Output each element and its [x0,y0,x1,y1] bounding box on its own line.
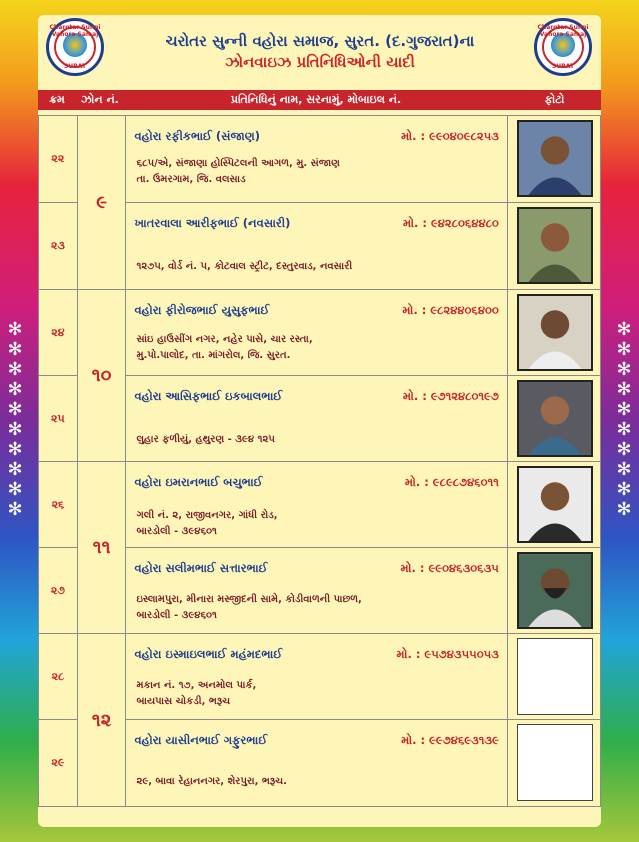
member-photo [517,294,593,371]
member-mobile: મો. : ૯૯૦૪૬૩૦૬૩૫ [400,561,499,575]
photo-cell [507,548,600,634]
details-cell [126,376,507,462]
details-cell [126,548,507,634]
serial-cell: ૨૪ [39,290,78,376]
details-cell [126,290,507,376]
serial-cell: ૨૭ [39,548,78,634]
member-address: ૬૮૫/એ, સંજાણા હોસ્પિટલની આગળ, મુ. સંજાણ [136,158,340,169]
logo-text-bottom: SURAT [551,63,575,70]
member-address: લુહાર ફળીયું, હથુરણ - ૩૯૪ ૧૨૫ [136,434,275,445]
col-serial: ક્રમ [49,93,65,106]
member-name: વહોરા યાસીનભાઈ ગફુરભાઈ [134,733,268,747]
logo-text-top: Charotar Sunni Vahora Samaj [537,24,589,38]
member-address: ૨૯, બાવા રેહાનનગર, શેરપુરા, ભરૂચ. [136,776,287,787]
member-name: વહોરા રફીકભાઈ (સંજાણ) [134,129,260,143]
member-address: ગલી નં. ૨, રાજીવનગર, ગાંધી રોડ, [136,510,278,521]
details-cell [126,720,507,807]
col-zone: ઝોન નં. [81,93,119,106]
representatives-table [38,115,601,807]
member-mobile: મો. : ૯૭૧૨૪૮૦૧૯૭ [402,389,499,403]
page-subtitle: ઝોનવાઇઝ પ્રતિનિધિઓની યાદી [225,53,415,71]
member-mobile: મો. : ૯૯૭૪૬૯૩૧૩૯ [401,733,499,747]
table-row [39,462,601,548]
member-mobile: મો. : ૯૫૭૪૩૫૫૦૫૩ [396,647,499,661]
member-address: મુ.પો.પાલોદ, તા. માંગરોલ, જિ. સુરત. [136,350,291,361]
photo-cell [507,290,600,376]
serial-cell: ૨૬ [39,462,78,548]
member-name: ખાતરવાલા આરીફભાઈ (નવસારી) [134,216,291,230]
member-mobile: મો. : ૯૮૯૮૭૪૬૦૧૧ [404,475,499,489]
member-address: બારડોલી - ૩૯૪૬૦૧ [136,610,217,621]
member-address: તા. ઉમરગામ, જિ. વલસાડ [136,174,246,185]
details-cell [126,203,507,290]
zone-cell: ૯ [77,116,126,290]
left-star-border: ✻ ✻ ✻ ✻ ✻ ✻ ✻ ✻ ✻ ✻ [7,319,23,520]
table-row [39,634,601,720]
logo-text-bottom: SURAT [63,63,87,70]
member-name: વહોરા સલીમભાઈ સત્તારભાઈ [134,561,268,575]
right-logo [534,18,592,76]
member-mobile: મો. : ૯૮૨૪૪૦૬૪૦૦ [402,303,499,317]
serial-cell: ૨૨ [39,116,78,203]
member-address: બારડોલી - ૩૯૪૬૦૧ [136,526,217,537]
col-photo: ફોટો [544,93,565,106]
member-mobile: મો. : ૯૪૨૮૦૬૪૪૮૦ [402,216,499,230]
member-photo [517,552,593,629]
photo-cell [507,634,600,720]
page-title: ચરોતર સુન્ની વહોરા સમાજ, સુરત. (દ.ગુજરાત)ના [165,32,475,50]
table-row [39,116,601,203]
photo-cell [507,720,600,807]
logo-text-top: Charotar Sunni Vahora Samaj [49,24,101,38]
right-star-border: ✻ ✻ ✻ ✻ ✻ ✻ ✻ ✻ ✻ ✻ [616,319,632,520]
member-name: વહોરા આસિફભાઈ ઇકબાલભાઈ [134,389,283,403]
photo-cell [507,376,600,462]
photo-cell [507,116,600,203]
member-address: મકાન નં. ૧૭, અનમોલ પાર્ક, [136,680,257,691]
member-address: બાયપાસ ચોકડી, ભરૂચ [136,696,231,707]
zone-cell: ૧૨ [77,634,126,807]
photo-placeholder [517,724,593,801]
col-details: પ્રતિનિધિનું નામ, સરનામું, મોબાઇલ નં. [230,93,402,106]
table-row [39,290,601,376]
photo-cell [507,462,600,548]
zone-cell: ૧૦ [77,290,126,462]
member-address: ઇસ્લામપુરા, મીનારા મસ્જીદની સામે, કોડીવાળની પાછળ, [136,594,362,605]
serial-cell: ૨૩ [39,203,78,290]
member-photo [517,466,593,543]
serial-cell: ૨૫ [39,376,78,462]
member-mobile: મો. : ૯૯૦૪૦૯૮૨૫૩ [401,129,499,143]
photo-cell [507,203,600,290]
details-cell [126,634,507,720]
photo-placeholder [517,638,593,715]
member-photo [517,380,593,457]
member-name: વહોરા ઇમરાનભાઈ બચુભાઈ [134,475,263,489]
details-cell [126,116,507,203]
member-photo [517,120,593,197]
member-address: સાંઇ હાઉસીંગ નગર, નહેર પાસે, ચાર રસ્તા, [136,334,313,345]
member-photo [517,207,593,284]
member-address: ૧૨૭૫, વોર્ડ નં. ૫, કોટવાલ સ્ટ્રીટ, દસ્તુરવાડ, નવસારી [136,261,353,272]
details-cell [126,462,507,548]
member-name: વહોરા ઇસ્માઇલભાઈ મહંમદભાઈ [134,647,283,661]
serial-cell: ૨૮ [39,634,78,720]
zone-cell: ૧૧ [77,462,126,634]
column-header-bar [38,90,601,110]
serial-cell: ૨૯ [39,720,78,807]
left-logo [46,18,104,76]
member-name: વહોરા ફીરોજભાઈ યુસુફભાઈ [134,303,270,317]
